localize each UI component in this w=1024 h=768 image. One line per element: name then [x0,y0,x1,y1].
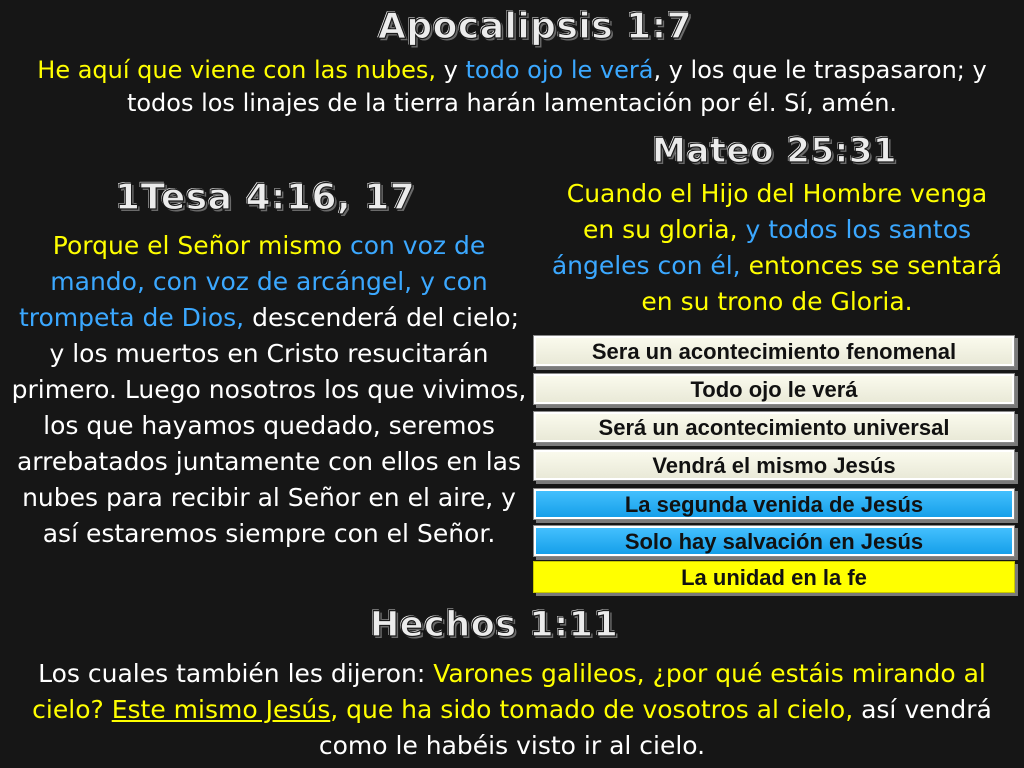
point-box-fenomenal[interactable]: Sera un acontecimiento fenomenal [533,335,1015,367]
verse-segment [104,695,112,724]
tesalonicenses-verse [8,228,530,552]
apocalipsis-title: Apocalipsis 1:7 [378,6,693,47]
mateo-verse [548,176,1006,320]
point-box-todo-ojo[interactable]: Todo ojo le verá [533,373,1015,405]
verse-segment: He aquí que viene con las nubes, [37,56,437,84]
point-box-unidad-fe[interactable]: La unidad en la fe [533,561,1015,593]
point-box-segunda-venida[interactable]: La segunda venida de Jesús [533,488,1015,520]
verse-segment: y [436,56,466,84]
verse-segment: Los cuales también les dijeron: [38,659,434,688]
point-box-mismo-jesus[interactable]: Vendrá el mismo Jesús [533,449,1015,481]
hechos-verse [6,656,1018,764]
point-box-salvacion[interactable]: Solo hay salvación en Jesús [533,525,1015,557]
verse-segment: entonces se sentará en su trono de Gloria. [641,251,1003,316]
verse-segment: con voz de mando, con voz de arcángel, y con trompeta de Dios, [18,231,488,332]
tesalonicenses-title: 1Tesa 4:16, 17 [115,177,416,218]
verse-segment: descenderá del cielo; y los muertos en Cristo resucitarán primero. Luego nosotros los que vivimos, los que hayamos quedado, seremos arrebatados juntamente con ellos en las nubes para recibir al Señor en el aire, y así estaremos siempre con el Señor. [11,303,527,548]
verse-segment: , y los que le traspasaron; y todos los linajes de la tierra harán lamentación por él. Sí, amén. [126,56,987,117]
verse-segment: , que ha sido tomado de vosotros al cielo, [330,695,854,724]
verse-segment: Porque el Señor mismo [52,231,350,260]
verse-segment: Este mismo Jesús [111,695,331,724]
hechos-title: Hechos 1:11 [370,605,619,645]
point-box-universal[interactable]: Será un acontecimiento universal [533,411,1015,443]
verse-segment: y todos los santos ángeles con él, [551,215,972,280]
apocalipsis-verse [6,54,1018,120]
verse-segment: todo ojo le verá [465,56,654,84]
verse-segment: Cuando el Hijo del Hombre venga en su gloria, [566,179,988,244]
verse-segment: Varones galileos, ¿por qué estáis mirando al cielo? [32,659,986,724]
verse-segment: así vendrá como le habéis visto ir al cielo. [318,695,992,760]
mateo-title: Mateo 25:31 [652,131,898,171]
